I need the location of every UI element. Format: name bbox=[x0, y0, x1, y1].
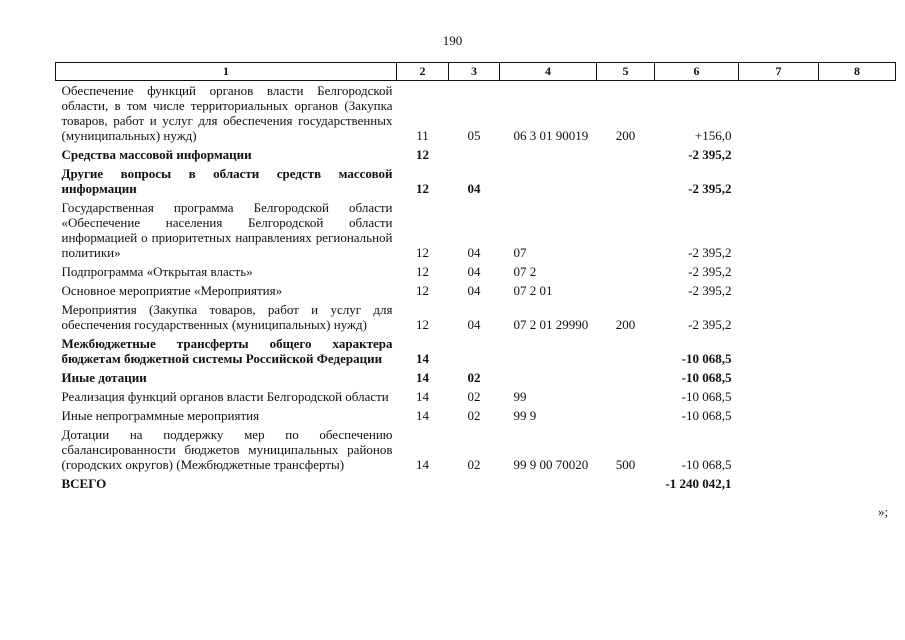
row-expense-type bbox=[597, 145, 655, 164]
column-header-6: 6 bbox=[655, 63, 739, 81]
row-target-article: 99 9 bbox=[513, 408, 537, 423]
row-subsection-code: 02 bbox=[467, 370, 481, 385]
row-col-8 bbox=[819, 425, 896, 474]
row-section-code bbox=[397, 474, 449, 493]
row-subsection-code bbox=[449, 334, 500, 368]
row-col-7 bbox=[739, 145, 819, 164]
row-col-8 bbox=[819, 198, 896, 262]
row-col-8 bbox=[819, 474, 896, 493]
row-col-7 bbox=[739, 198, 819, 262]
row-col-7 bbox=[739, 81, 819, 146]
table-row bbox=[56, 334, 896, 368]
table-row bbox=[56, 368, 896, 387]
row-col-8 bbox=[819, 81, 896, 146]
row-section-code: 12 bbox=[416, 264, 429, 279]
row-section-code: 12 bbox=[416, 181, 429, 196]
row-section-code: 12 bbox=[416, 283, 429, 298]
row-subsection-code: 05 bbox=[467, 128, 481, 143]
row-col-8 bbox=[819, 300, 896, 334]
row-subsection-code bbox=[449, 474, 500, 493]
row-amount: -2 395,2 bbox=[688, 147, 732, 162]
row-subsection-code: 04 bbox=[467, 317, 481, 332]
table-row bbox=[56, 425, 896, 474]
row-amount: -10 068,5 bbox=[681, 351, 732, 366]
page-number: 190 bbox=[442, 33, 463, 48]
column-header-4: 4 bbox=[500, 63, 597, 81]
row-subsection-code: 04 bbox=[467, 245, 481, 260]
row-section-code: 14 bbox=[416, 408, 429, 423]
row-col-8 bbox=[819, 406, 896, 425]
row-col-8 bbox=[819, 262, 896, 281]
row-amount: +156,0 bbox=[694, 128, 732, 143]
row-name: Мероприятия (Закупка товаров, работ и услуг для обеспечения государственных (муниципальных) нужд) bbox=[61, 302, 393, 332]
column-header-3: 3 bbox=[449, 63, 500, 81]
budget-table bbox=[55, 62, 896, 493]
table-row bbox=[56, 387, 896, 406]
column-header-1: 1 bbox=[56, 63, 397, 81]
row-target-article bbox=[500, 368, 597, 387]
column-header-5: 5 bbox=[597, 63, 655, 81]
row-target-article: 07 2 01 bbox=[513, 283, 553, 298]
row-amount: -2 395,2 bbox=[688, 245, 732, 260]
row-subsection-code: 02 bbox=[467, 389, 481, 404]
row-amount: -2 395,2 bbox=[688, 317, 732, 332]
row-target-article: 99 bbox=[513, 389, 527, 404]
table-row bbox=[56, 81, 896, 146]
header-row bbox=[56, 63, 896, 81]
table-row bbox=[56, 300, 896, 334]
table-row bbox=[56, 145, 896, 164]
row-expense-type bbox=[597, 334, 655, 368]
row-name: Обеспечение функций органов власти Белгородской области, в том числе территориальных органов (Закупка товаров, работ и услуг для обеспечения государственных (муниципальных) нужд) bbox=[61, 83, 393, 143]
table-row bbox=[56, 406, 896, 425]
row-name: Реализация функций органов власти Белгородской области bbox=[61, 389, 389, 404]
row-col-7 bbox=[739, 164, 819, 198]
row-amount: -10 068,5 bbox=[681, 408, 732, 423]
row-amount: -10 068,5 bbox=[681, 389, 732, 404]
row-amount: -2 395,2 bbox=[688, 264, 732, 279]
row-col-7 bbox=[739, 425, 819, 474]
row-subsection-code: 04 bbox=[467, 283, 481, 298]
row-expense-type bbox=[597, 164, 655, 198]
row-expense-type bbox=[597, 281, 655, 300]
row-name: Иные непрограммные мероприятия bbox=[61, 408, 260, 423]
row-target-article bbox=[500, 334, 597, 368]
row-section-code: 14 bbox=[416, 351, 429, 366]
row-expense-type bbox=[597, 406, 655, 425]
row-target-article: 06 3 01 90019 bbox=[513, 128, 589, 143]
row-target-article: 07 2 bbox=[513, 264, 537, 279]
row-section-code: 12 bbox=[416, 245, 429, 260]
closing-quote-mark: »; bbox=[878, 504, 889, 519]
row-col-7 bbox=[739, 474, 819, 493]
row-expense-type: 500 bbox=[615, 457, 636, 472]
row-subsection-code: 02 bbox=[467, 408, 481, 423]
row-col-8 bbox=[819, 145, 896, 164]
row-name: Дотации на поддержку мер по обеспечению сбалансированности бюджетов муниципальных районов (городских округов) (Межбюджетные трансферты) bbox=[61, 427, 393, 472]
row-col-8 bbox=[819, 368, 896, 387]
row-expense-type bbox=[597, 198, 655, 262]
table-row bbox=[56, 281, 896, 300]
row-subsection-code: 04 bbox=[467, 264, 481, 279]
row-target-article bbox=[500, 145, 597, 164]
row-col-7 bbox=[739, 334, 819, 368]
row-section-code: 11 bbox=[416, 128, 429, 143]
table-row bbox=[56, 474, 896, 493]
row-name: Межбюджетные трансферты общего характера бюджетам бюджетной системы Российской Федерации bbox=[61, 336, 393, 366]
row-section-code: 14 bbox=[416, 457, 429, 472]
row-expense-type bbox=[597, 262, 655, 281]
column-header-8: 8 bbox=[819, 63, 896, 81]
row-amount: -10 068,5 bbox=[681, 457, 732, 472]
row-amount: -10 068,5 bbox=[681, 370, 732, 385]
row-name: Государственная программа Белгородской области «Обеспечение населения Белгородской области информацией о приоритетных направлениях региональной политики» bbox=[61, 200, 393, 260]
row-expense-type bbox=[597, 387, 655, 406]
row-amount: -2 395,2 bbox=[688, 283, 732, 298]
row-expense-type bbox=[597, 368, 655, 387]
row-amount: -2 395,2 bbox=[688, 181, 732, 196]
row-section-code: 14 bbox=[416, 370, 429, 385]
row-subsection-code: 02 bbox=[467, 457, 481, 472]
row-target-article: 99 9 00 70020 bbox=[513, 457, 589, 472]
table-header bbox=[56, 63, 896, 81]
row-section-code: 12 bbox=[416, 147, 429, 162]
row-expense-type bbox=[597, 474, 655, 493]
row-col-7 bbox=[739, 387, 819, 406]
column-header-7: 7 bbox=[739, 63, 819, 81]
row-col-8 bbox=[819, 387, 896, 406]
table-row bbox=[56, 164, 896, 198]
row-amount: -1 240 042,1 bbox=[665, 476, 732, 491]
row-expense-type: 200 bbox=[615, 317, 636, 332]
row-col-8 bbox=[819, 164, 896, 198]
table-body bbox=[56, 81, 896, 494]
row-target-article: 07 bbox=[513, 245, 527, 260]
row-col-8 bbox=[819, 334, 896, 368]
row-col-7 bbox=[739, 406, 819, 425]
row-name: Другие вопросы в области средств массовой информации bbox=[61, 166, 393, 196]
row-col-7 bbox=[739, 300, 819, 334]
row-name: Подпрограмма «Открытая власть» bbox=[61, 264, 253, 279]
table-row bbox=[56, 198, 896, 262]
row-section-code: 14 bbox=[416, 389, 429, 404]
table-row bbox=[56, 262, 896, 281]
row-col-7 bbox=[739, 262, 819, 281]
row-section-code: 12 bbox=[416, 317, 429, 332]
row-name: Основное мероприятие «Мероприятия» bbox=[61, 283, 283, 298]
row-name: Средства массовой информации bbox=[61, 147, 252, 162]
row-subsection-code bbox=[449, 145, 500, 164]
row-target-article: 07 2 01 29990 bbox=[513, 317, 589, 332]
row-target-article bbox=[500, 474, 597, 493]
row-col-8 bbox=[819, 281, 896, 300]
row-name: ВСЕГО bbox=[61, 476, 107, 491]
row-expense-type: 200 bbox=[615, 128, 636, 143]
row-col-7 bbox=[739, 281, 819, 300]
row-name: Иные дотации bbox=[61, 370, 147, 385]
row-target-article bbox=[500, 164, 597, 198]
column-header-2: 2 bbox=[397, 63, 449, 81]
row-subsection-code: 04 bbox=[467, 181, 481, 196]
row-col-7 bbox=[739, 368, 819, 387]
